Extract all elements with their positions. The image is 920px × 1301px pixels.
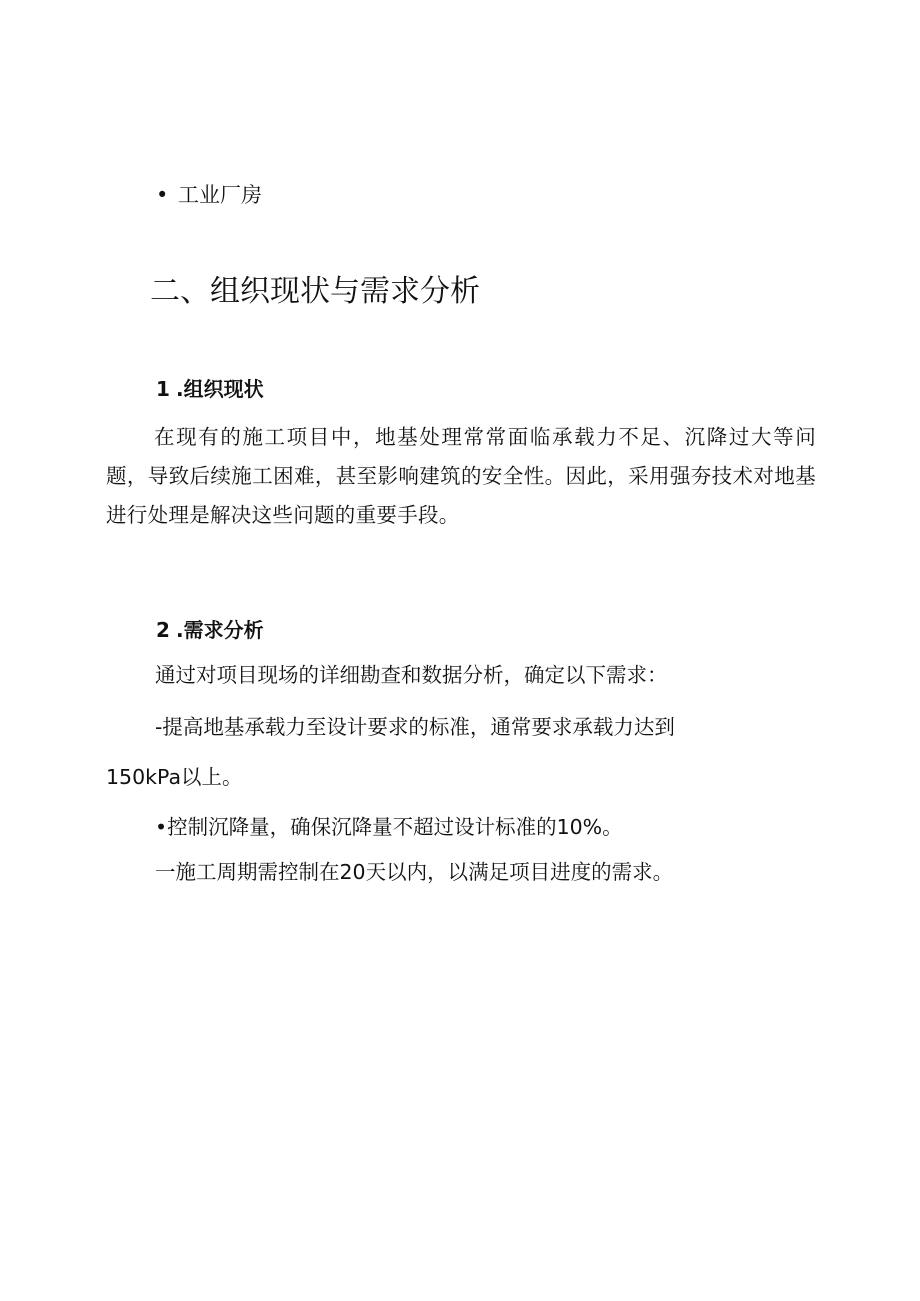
requirement-schedule: 一施工周期需控制在20天以内，以满足项目进度的需求。 [155,860,674,884]
subsection-title: .组织现状 [176,377,264,401]
subsection-heading-requirements [156,615,264,645]
subsection-number: 2 [156,618,170,642]
requirements-intro: 通过对项目现场的详细勘查和数据分析，确定以下需求： [155,663,668,687]
subsection-heading-status [156,374,264,404]
subsection-title: .需求分析 [176,618,264,642]
status-paragraph: 在现有的施工项目中，地基处理常常面临承载力不足、沉降过大等问题，导致后续施工困难，甚至影响建筑的安全性。因此，采用强夯技术对地基进行处理是解决这些问题的重要手段。 [106,425,816,527]
list-item-text: 工业厂房 [178,183,262,207]
requirement-bearing-capacity: -提高地基承载力至设计要求的标准，通常要求承载力达到 [155,715,675,739]
list-item-industrial-plant [156,180,262,210]
bullet-marker: • [156,183,169,207]
requirement-settlement: •控制沉降量，确保沉降量不超过设计标准的10%。 [155,815,623,839]
section-heading: 二、组织现状与需求分析 [150,274,480,309]
requirement-bearing-capacity-cont: 150kPa以上。 [106,765,243,789]
subsection-number: 1 [156,377,170,401]
